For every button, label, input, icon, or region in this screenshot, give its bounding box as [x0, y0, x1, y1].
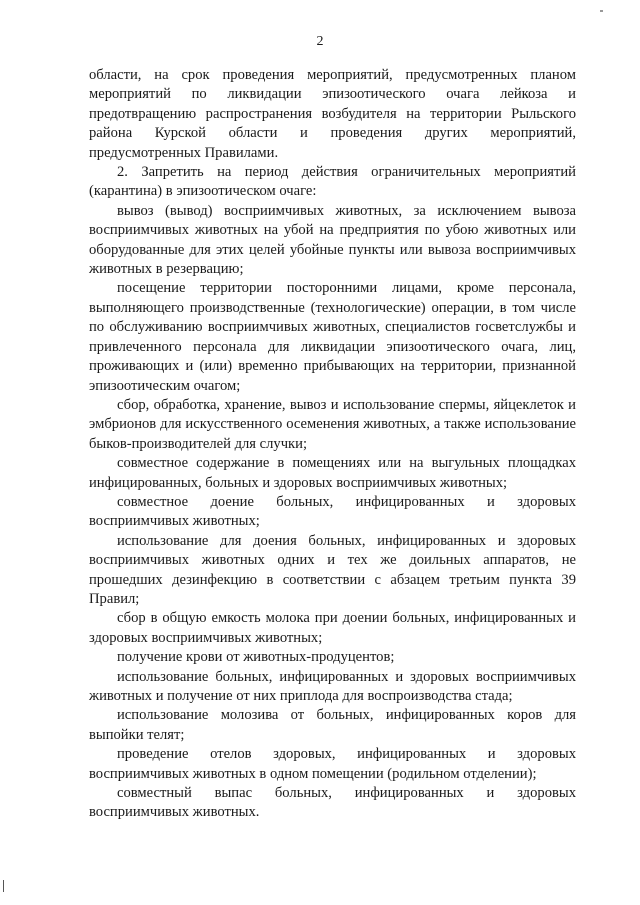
paragraph-item-2: 2. Запретить на период действия ограничительных мероприятий (карантина) в эпизоотическом очаге: — [89, 164, 576, 200]
paragraph-continuation: области, на срок проведения мероприятий, предусмотренных планом мероприятий по ликвидации эпизоотического очага лейкоза и предотвращению распространения возбудителя на территории Рыльского района Курской области и проведения других мероприятий, предусмотренных Правилами. — [89, 67, 576, 161]
paragraph-blood-collection: получение крови от животных-продуцентов; — [117, 649, 395, 666]
paragraph-milk-collection: сбор в общую емкость молока при доении больных, инфицированных и здоровых восприимчивых животных; — [89, 610, 576, 646]
page-number: 2 — [316, 34, 324, 49]
paragraph-joint-housing: совместное содержание в помещениях или на выгульных площадках инфицированных, больных и здоровых восприимчивых животных; — [89, 455, 576, 491]
paragraph-offspring: использование больных, инфицированных и здоровых восприимчивых животных и получение от них приплода для воспроизводства стада; — [89, 668, 576, 704]
paragraph-grazing: совместный выпас больных, инфицированных и здоровых восприимчивых животных. — [89, 785, 576, 821]
paragraph-milking-machines: использование для доения больных, инфицированных и здоровых восприимчивых животных одних и тех же доильных аппаратов, не прошедших дезинфекцию в соответствии с абзацем третьим пункта 39 Правил; — [89, 532, 576, 607]
paragraph-sperm-embryos: сбор, обработка, хранение, вывоз и использование спермы, яйцеклеток и эмбрионов для искусственного осеменения животных, а также использование быков-производителей для случки; — [89, 396, 576, 452]
paragraph-export-animals: вывоз (вывод) восприимчивых животных, за исключением вывоза восприимчивых животных на убой на предприятия по убою животных или оборудованные для этих целей убойные пункты или вывоза восприимчивых животных в резервацию; — [89, 202, 576, 278]
paragraph-colostrum: использование молозива от больных, инфицированных коров для выпойки телят; — [89, 707, 576, 743]
scan-artifact — [3, 880, 4, 892]
scan-artifact — [600, 10, 603, 12]
document-body — [89, 66, 576, 823]
paragraph-visiting-territory: посещение территории посторонними лицами, кроме персонала, выполняющего производственные (технологические) операции, в том числе по обслуживанию восприимчивых животных, специалистов госветслужбы и привлеченного персонала для ликвидации эпизоотического очага, лиц, проживающих и (или) временно прибывающих на территории, признанной эпизоотическим очагом; — [89, 280, 576, 394]
paragraph-joint-milking: совместное доение больных, инфицированных и здоровых восприимчивых животных; — [89, 493, 576, 530]
paragraph-calving: проведение отелов здоровых, инфицированных и здоровых восприимчивых животных в одном помещении (родильном отделении); — [89, 746, 576, 782]
